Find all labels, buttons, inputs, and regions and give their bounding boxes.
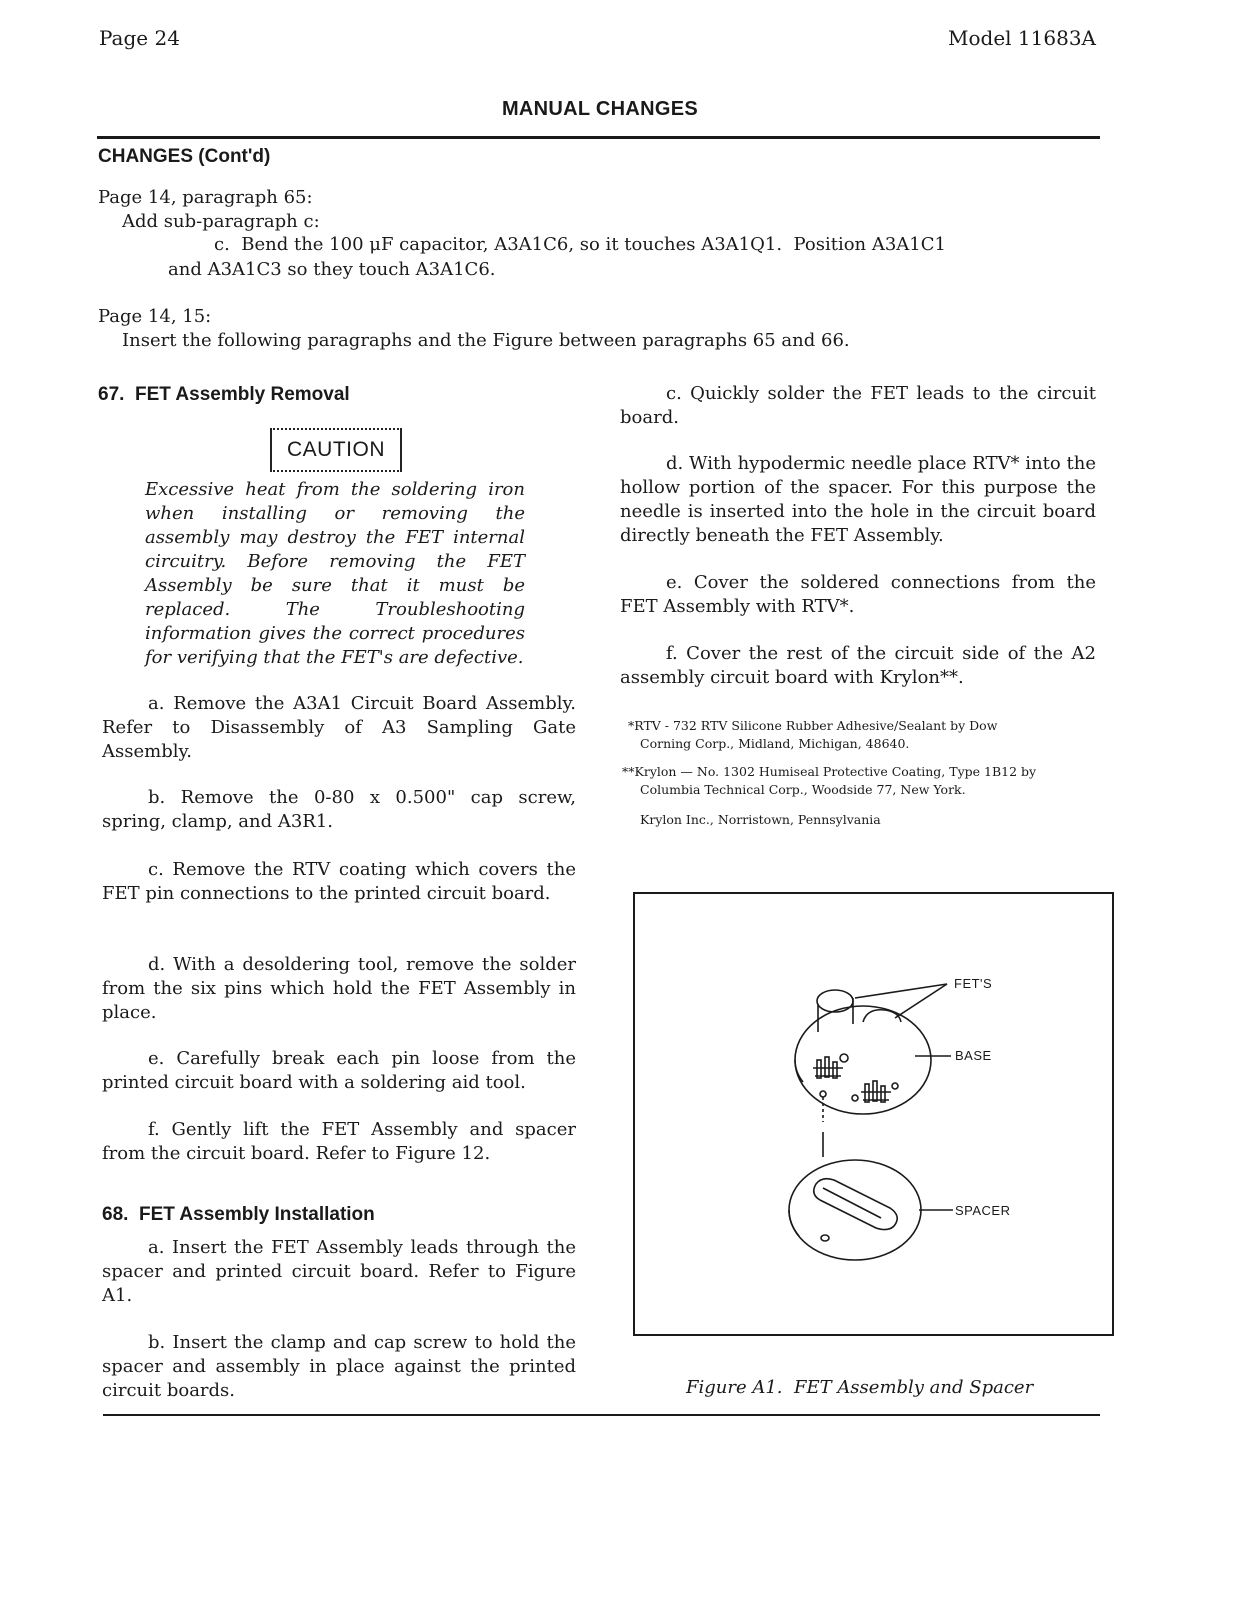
- footnote-krylon-line3: Krylon Inc., Norristown, Pennsylvania: [640, 812, 881, 827]
- page-number: Page 24: [99, 26, 180, 50]
- label-spacer: SPACER: [955, 1203, 1011, 1218]
- step-68c: c. Quickly solder the FET leads to the circuit board.: [620, 383, 1096, 428]
- block2-instruction: Insert the following paragraphs and the Figure between paragraphs 65 and 66.: [122, 330, 850, 351]
- step-67f: f. Gently lift the FET Assembly and spacer from the circuit board. Refer to Figure 12.: [102, 1119, 576, 1164]
- label-base: BASE: [955, 1048, 992, 1063]
- fet-assembly-diagram: [633, 892, 1114, 1336]
- page-title: MANUAL CHANGES: [501, 98, 699, 120]
- pin-cluster-1: [813, 1054, 848, 1078]
- footnote-krylon-line1: **Krylon — No. 1302 Humiseal Protective Coating, Type 1B12 by: [622, 764, 1037, 779]
- base-disc: [795, 1006, 931, 1114]
- block2-ref: Page 14, 15:: [98, 306, 212, 327]
- block1-ref: Page 14, paragraph 65:: [98, 187, 313, 208]
- fet-can-1: [817, 990, 853, 1012]
- step-68d: d. With hypodermic needle place RTV* into the hollow portion of the spacer. For this purpose the needle is inserted into the hole in the circuit board directly beneath the FET Assembly.: [620, 453, 1096, 546]
- caution-text: Excessive heat from the soldering iron when installing or removing the assembly may destroy the FET internal circuitry. Before removing the FET Assembly be sure that it must be replaced. The Troubleshooting information gives the correct procedures for verifying that the FET's are defective.: [145, 479, 525, 668]
- block1-line1: c. Bend the 100 μF capacitor, A3A1C6, so it touches A3A1Q1. Position A3A1C1: [214, 234, 946, 255]
- model-number: Model 11683A: [948, 26, 1096, 50]
- section67-heading: 67. FET Assembly Removal: [98, 384, 350, 405]
- caution-label: CAUTION: [287, 438, 385, 461]
- step-67d: d. With a desoldering tool, remove the solder from the six pins which hold the FET Assembly in place.: [102, 954, 576, 1023]
- step-67b: b. Remove the 0-80 x 0.500" cap screw, spring, clamp, and A3R1.: [102, 787, 576, 832]
- pin-cluster-2: [852, 1081, 898, 1102]
- step-67a: a. Remove the A3A1 Circuit Board Assembly. Refer to Disassembly of A3 Sampling Gate Assembly.: [102, 693, 576, 762]
- block1-instruction: Add sub-paragraph c:: [122, 211, 320, 232]
- step-68b: b. Insert the clamp and cap screw to hold the spacer and assembly in place against the printed circuit boards.: [102, 1332, 576, 1401]
- label-fets: FET'S: [954, 976, 993, 991]
- step-67c: c. Remove the RTV coating which covers the FET pin connections to the printed circuit board.: [102, 859, 576, 904]
- block1-line2: and A3A1C3 so they touch A3A1C6.: [168, 259, 496, 280]
- section68-heading: 68. FET Assembly Installation: [102, 1204, 375, 1225]
- leader-fets-2: [895, 984, 947, 1018]
- changes-heading: CHANGES (Cont'd): [98, 146, 271, 167]
- caution-box: [270, 428, 402, 472]
- step-68a: a. Insert the FET Assembly leads through the spacer and printed circuit board. Refer to Figure A1.: [102, 1237, 576, 1306]
- footnote-krylon-line2: Columbia Technical Corp., Woodside 77, New York.: [640, 782, 966, 797]
- footnote-rtv-line1: *RTV - 732 RTV Silicone Rubber Adhesive/Sealant by Dow: [628, 718, 998, 733]
- step-68e: e. Cover the soldered connections from the FET Assembly with RTV*.: [620, 572, 1096, 617]
- footer-rule: [103, 1414, 1100, 1416]
- figure-caption: Figure A1. FET Assembly and Spacer: [686, 1377, 1034, 1398]
- spacer-disc: [789, 1160, 921, 1260]
- footnote-rtv-line2: Corning Corp., Midland, Michigan, 48640.: [640, 736, 910, 751]
- step-68f: f. Cover the rest of the circuit side of the A2 assembly circuit board with Krylon**.: [620, 643, 1096, 688]
- step-67e: e. Carefully break each pin loose from the printed circuit board with a soldering aid tool.: [102, 1048, 576, 1093]
- leader-fets-1: [855, 984, 947, 998]
- header-rule: [97, 136, 1100, 139]
